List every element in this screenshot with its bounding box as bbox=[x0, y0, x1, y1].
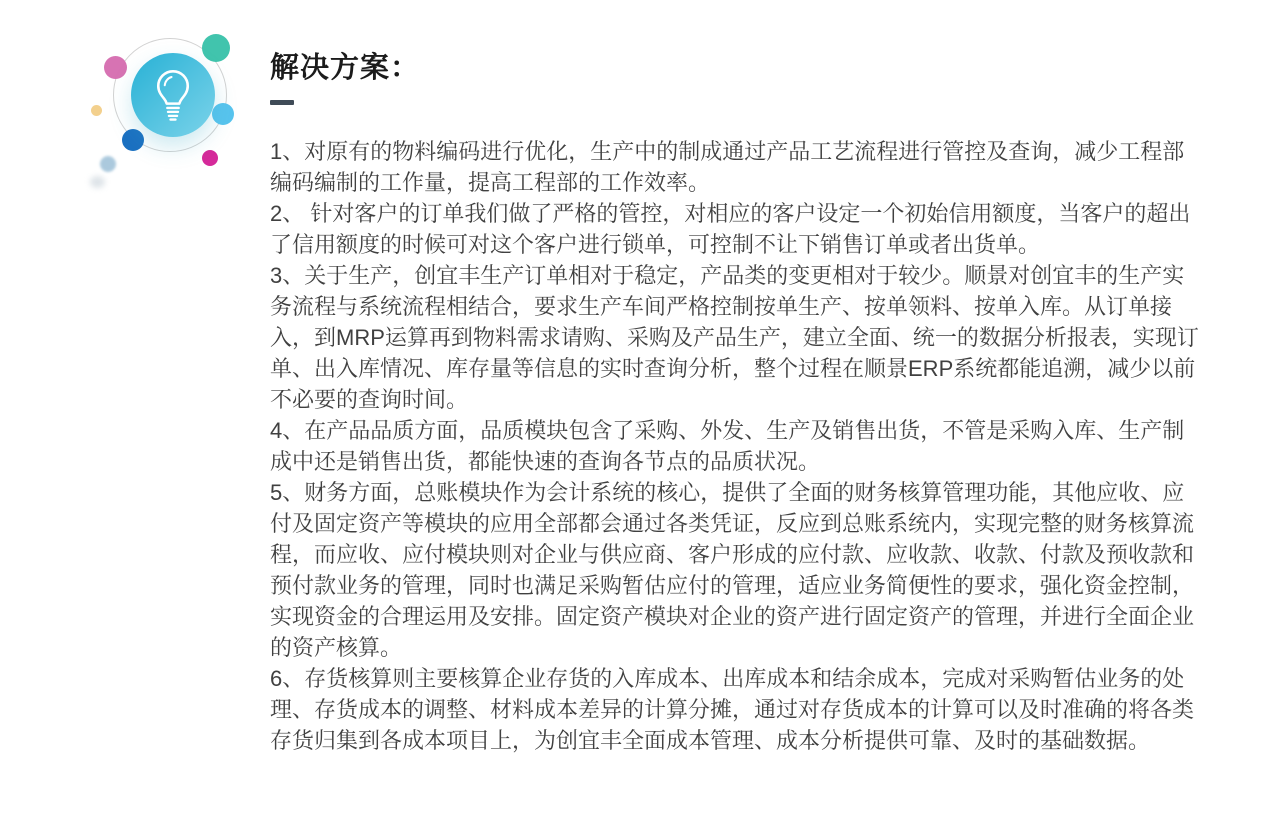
solution-text bbox=[270, 136, 1200, 756]
solution-paragraph-3: 3、关于生产，创宜丰生产订单相对于稳定，产品类的变更相对于较少。顺景对创宜丰的生产实务流程与系统流程相结合，要求生产车间严格控制按单生产、按单领料、按单入库。从订单接入，到MRP运算再到物料需求请购、采购及产品生产，建立全面、统一的数据分析报表，实现订单、出入库情况、库存量等信息的实时查询分析，整个过程在顺景ERP系统都能追溯，减少以前不必要的查询时间。 bbox=[270, 263, 1199, 412]
solution-paragraph-2: 2、 针对客户的订单我们做了严格的管控，对相应的客户设定一个初始信用额度，当客户的超出了信用额度的时候可对这个客户进行锁单，可控制不让下销售订单或者出货单。 bbox=[270, 201, 1191, 257]
shadow-dot bbox=[90, 176, 105, 188]
lightbulb-graphic bbox=[85, 25, 247, 197]
lightbulb-icon bbox=[150, 66, 196, 124]
page-title: 解决方案： bbox=[270, 52, 421, 84]
title-underline bbox=[270, 100, 294, 105]
solution-paragraph-1: 1、对原有的物料编码进行优化，生产中的制成通过产品工艺流程进行管控及查询，减少工程部编码编制的工作量，提高工程部的工作效率。 bbox=[270, 139, 1185, 195]
solution-paragraph-4: 4、在产品品质方面，品质模块包含了采购、外发、生产及销售出货，不管是采购入库、生产制成中还是销售出货，都能快速的查询各节点的品质状况。 bbox=[270, 418, 1185, 474]
pink-dot bbox=[104, 56, 127, 79]
steel-blue-dot bbox=[100, 156, 116, 172]
solution-paragraph-5: 5、财务方面，总账模块作为会计系统的核心，提供了全面的财务核算管理功能，其他应收、应付及固定资产等模块的应用全部都会通过各类凭证，反应到总账系统内，实现完整的财务核算流程，而应收、应付模块则对企业与供应商、客户形成的应付款、应收款、收款、付款及预收款和预付款业务的管理，同时也满足采购暂估应付的管理，适应业务简便性的要求，强化资金控制，实现资金的合理运用及安排。固定资产模块对企业的资产进行固定资产的管理，并进行全面企业的资产核算。 bbox=[270, 480, 1195, 660]
yellow-dot bbox=[91, 105, 102, 116]
solution-paragraph-6: 6、存货核算则主要核算企业存货的入库成本、出库成本和结余成本，完成对采购暂估业务的处理、存货成本的调整、材料成本差异的计算分摊，通过对存货成本的计算可以及时准确的将各类存货归集到各成本项目上，为创宜丰全面成本管理、成本分析提供可靠、及时的基础数据。 bbox=[270, 666, 1195, 753]
light-blue-dot bbox=[212, 103, 234, 125]
bulb-circle bbox=[131, 53, 215, 137]
teal-dot bbox=[202, 34, 230, 62]
dark-blue-dot bbox=[122, 129, 144, 151]
content-area bbox=[270, 51, 1200, 756]
magenta-dot bbox=[202, 150, 218, 166]
